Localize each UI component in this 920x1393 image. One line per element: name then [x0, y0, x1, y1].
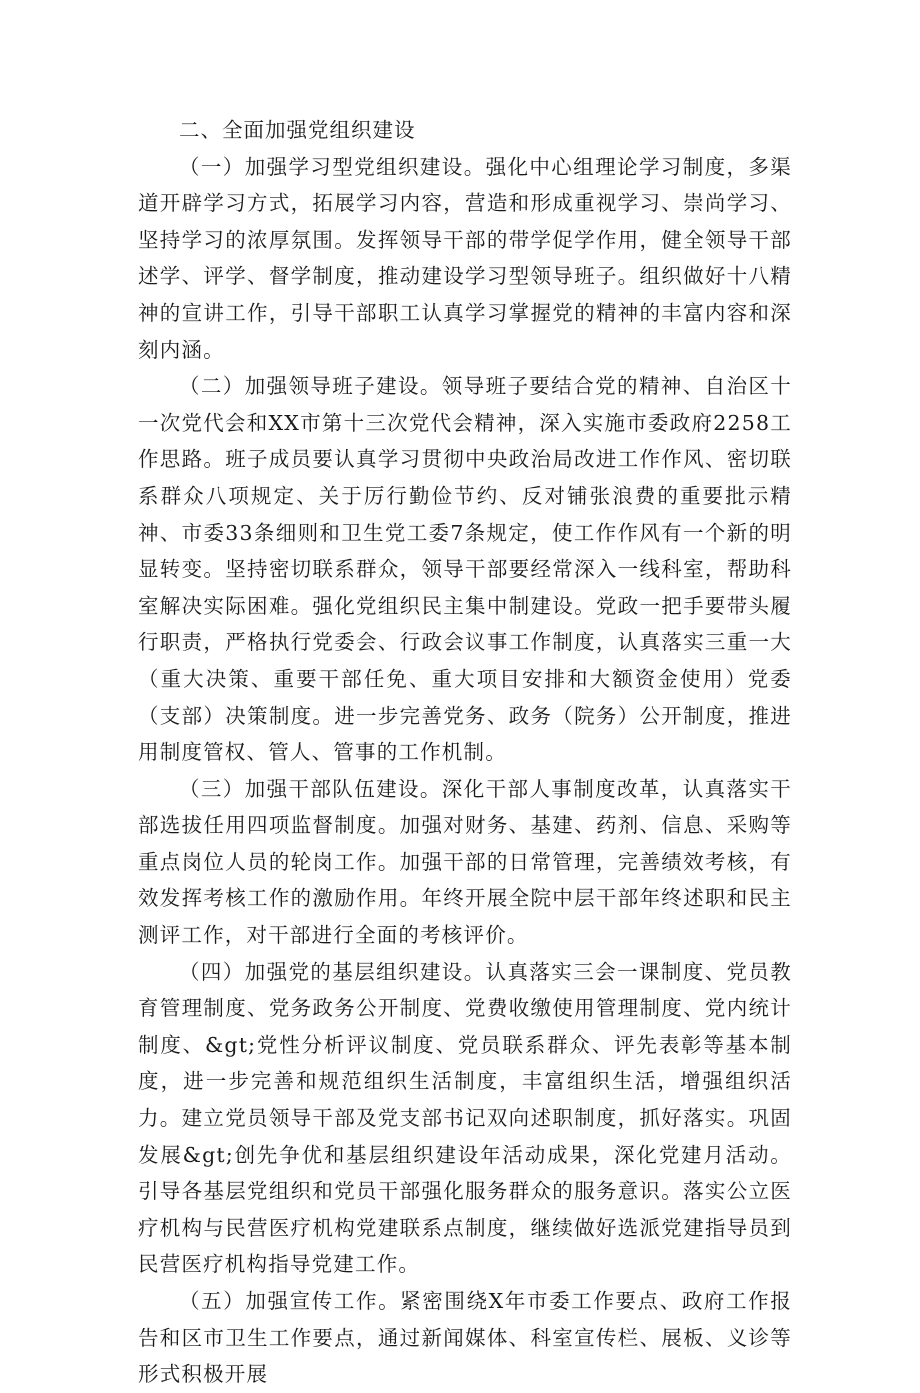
- document-page: [138, 112, 792, 1393]
- section-heading: 二、全面加强党组织建设: [179, 118, 416, 142]
- paragraph-grassroots-organization: （四）加强党的基层组织建设。认真落实三会一课制度、党员教育管理制度、党务政务公开制度、党费收缴使用管理制度、党内统计制度、&gt;党性分析评议制度、党员联系群众、评先表彰等基本制度，进一步完善和规范组织生活制度，丰富组织生活，增强组织活力。建立党员领导干部及党支部书记双向述职制度，抓好落实。巩固发展&gt;创先争优和基层组织建设年活动成果，深化党建月活动。引导各基层党组织和党员干部强化服务群众的服务意识。落实公立医疗机构与民营医疗机构党建联系点制度，继续做好选派党建指导员到民营医疗机构指导党建工作。: [138, 959, 792, 1277]
- paragraph-leadership-team: （二）加强领导班子建设。领导班子要结合党的精神、自治区十一次党代会和XX市第十三次党代会精神，深入实施市委政府2258工作思路。班子成员要认真学习贯彻中央政治局改进工作作风、密切联系群众八项规定、关于厉行勤俭节约、反对铺张浪费的重要批示精神、市委33条细则和卫生党工委7条规定，使工作作风有一个新的明显转变。坚持密切联系群众，领导干部要经常深入一线科室，帮助科室解决实际困难。强化党组织民主集中制建设。党政一把手要带头履行职责，严格执行党委会、行政会议事工作制度，认真落实三重一大（重大决策、重要干部任免、重大项目安排和大额资金使用）党委（支部）决策制度。进一步完善党务、政务（院务）公开制度，推进用制度管权、管人、管事的工作机制。: [138, 374, 792, 765]
- paragraph-study-organization: （一）加强学习型党组织建设。强化中心组理论学习制度，多渠道开辟学习方式，拓展学习内容，营造和形成重视学习、崇尚学习、坚持学习的浓厚氛围。发挥领导干部的带学促学作用，健全领导干部述学、评学、督学制度，推动建设学习型领导班子。组织做好十八精神的宣讲工作，引导干部职工认真学习掌握党的精神的丰富内容和深刻内涵。: [138, 154, 792, 362]
- paragraph-publicity-work: （五）加强宣传工作。紧密围绕X年市委工作要点、政府工作报告和区市卫生工作要点，通过新闻媒体、科室宣传栏、展板、义诊等形式积极开展: [138, 1289, 792, 1387]
- paragraph-cadre-team: （三）加强干部队伍建设。深化干部人事制度改革，认真落实干部选拔任用四项监督制度。加强对财务、基建、药剂、信息、采购等重点岗位人员的轮岗工作。加强干部的日常管理，完善绩效考核，有效发挥考核工作的激励作用。年终开展全院中层干部年终述职和民主测评工作，对干部进行全面的考核评价。: [138, 776, 792, 948]
